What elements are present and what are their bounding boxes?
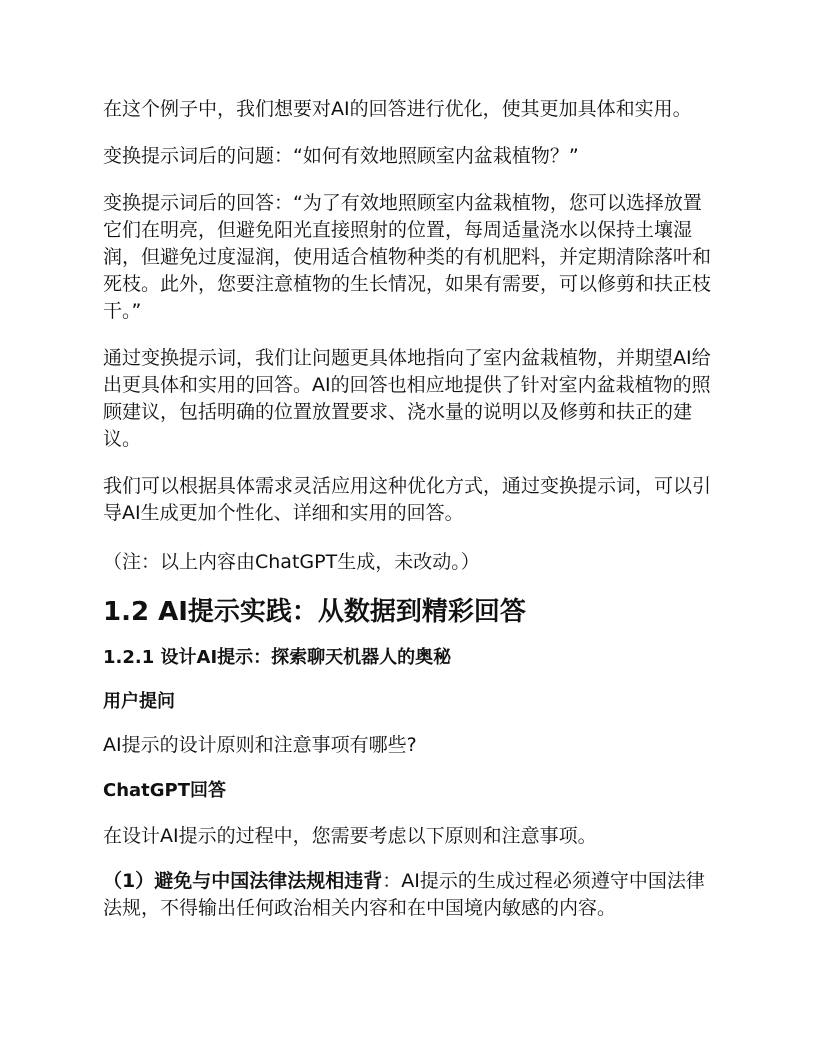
document-page — [103, 96, 717, 922]
answer-item-1 — [103, 868, 717, 922]
user-question-text: AI提示的设计原则和注意事项有哪些? — [103, 734, 417, 756]
paragraph-summary: 我们可以根据具体需求灵活应用这种优化方式，通过变换提示词，可以引导AI生成更加个性化、详细和实用的回答。 — [103, 475, 712, 524]
chatgpt-answer-heading: ChatGPT回答 — [103, 780, 227, 801]
paragraph-intro: 在这个例子中，我们想要对AI的回答进行优化，使其更加具体和实用。 — [103, 98, 692, 120]
paragraph-explanation: 通过变换提示词，我们让问题更具体地指向了室内盆栽植物，并期望AI给出更具体和实用的回答。AI的回答也相应地提供了针对室内盆栽植物的照顾建议，包括明确的位置放置要求、浇水量的说明以及修剪和扶正的建议。 — [103, 347, 711, 450]
answer-item-1-text: ：AI提示的生成过程必须遵守中国法律法规，不得输出任何政治相关内容和在中国境内敏感的内容。 — [103, 870, 705, 919]
paragraph-transformed-answer: 变换提示词后的回答：“为了有效地照顾室内盆栽植物，您可以选择放置它们在明亮，但避免阳光直接照射的位置，每周适量浇水以保持土壤湿润，但避免过度湿润，使用适合植物种类的有机肥料，并定期清除落叶和死枝。此外，您要注意植物的生长情况，如果有需要，可以修剪和扶正枝干。” — [103, 192, 712, 322]
user-question-heading: 用户提问 — [103, 691, 175, 712]
answer-item-1-lead: （1）避免与中国法律法规相违背 — [103, 870, 383, 892]
paragraph-transformed-question: 变换提示词后的问题：“如何有效地照顾室内盆栽植物？” — [103, 145, 579, 167]
paragraph-note: （注：以上内容由ChatGPT生成，未改动。） — [103, 551, 480, 573]
subsection-title: 1.2.1 设计AI提示：探索聊天机器人的奥秘 — [103, 647, 452, 668]
section-title: 1.2 AI提示实践：从数据到精彩回答 — [103, 597, 526, 627]
answer-intro-text: 在设计AI提示的过程中，您需要考虑以下原则和注意事项。 — [103, 825, 597, 847]
